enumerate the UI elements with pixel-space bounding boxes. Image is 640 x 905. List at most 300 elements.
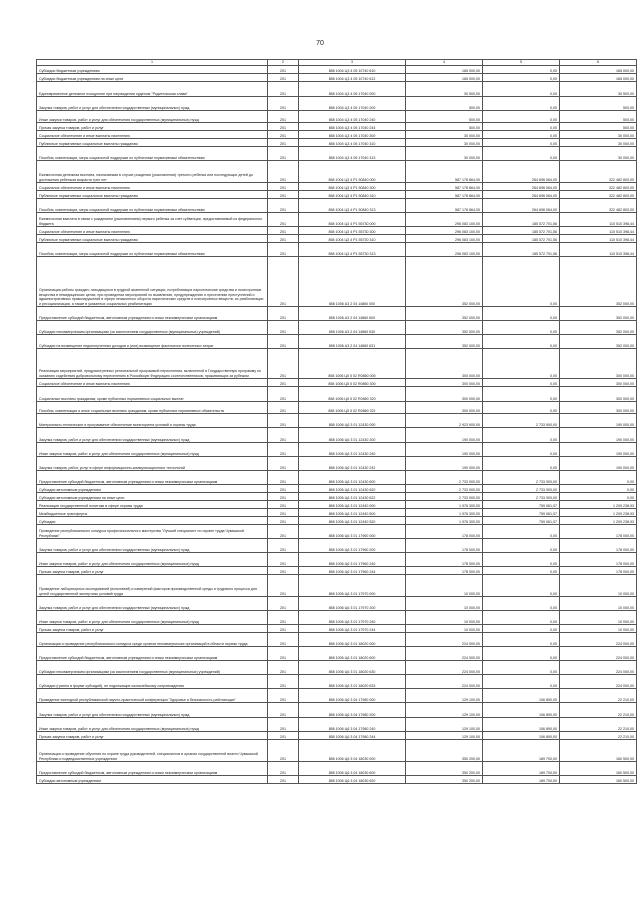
row-description: Публичные нормативные социальные выплаты гражданам (37, 139, 268, 147)
row-value-assigned: 30 000,00 (406, 131, 483, 139)
row-classification: 858 1006 Ц6 3 01 17970 000 (299, 575, 406, 597)
row-description: Иные закупки товаров, работ и услуг для обеспечения государственных (муниципальных) нужд (37, 553, 268, 567)
row-classification: 858 1006 Ц6 3 01 12430 620 (299, 485, 406, 493)
row-value-executed: 189 700,00 (483, 776, 560, 784)
row-value-assigned: 500,00 (406, 97, 483, 111)
row-value-remaining: 300 000,00 (560, 349, 637, 379)
row-code: 201 (268, 74, 299, 82)
row-classification: 858 1006 Ц6 3 04 17980 244 (299, 732, 406, 740)
table-row (37, 776, 637, 784)
row-classification: 858 1006 Ц6 3 04 17980 200 (299, 703, 406, 718)
row-value-remaining: 224 000,00 (560, 675, 637, 689)
table-row (37, 539, 637, 553)
table-row (37, 147, 637, 161)
row-value-assigned: 587 178 864,00 (406, 161, 483, 183)
row-code: 201 (268, 501, 299, 509)
row-value-assigned: 224 000,00 (406, 633, 483, 647)
row-code: 201 (268, 66, 299, 74)
row-value-assigned: 300 000,00 (406, 349, 483, 379)
table-row (37, 740, 637, 762)
row-value-executed: 0,00 (483, 443, 560, 457)
row-value-executed: 0,00 (483, 539, 560, 553)
row-description: Пособия, компенсации и иные социальные выплаты гражданам, кроме публичных нормативных обязательств (37, 402, 268, 414)
row-value-remaining: 190 000,00 (560, 428, 637, 443)
row-code: 201 (268, 199, 299, 213)
row-classification: 858 1006 А3 2 04 14860 000 (299, 257, 406, 307)
table-row (37, 123, 637, 131)
table-row (37, 611, 637, 625)
table-row (37, 335, 637, 349)
row-value-remaining: 322 482 800,00 (560, 191, 637, 199)
row-code: 201 (268, 493, 299, 501)
row-value-remaining: 22 210,00 (560, 732, 637, 740)
row-code: 201 (268, 597, 299, 611)
table-row (37, 414, 637, 428)
row-classification: 858 1006 Ц6 3 01 12440 500 (299, 509, 406, 517)
table-row (37, 553, 637, 567)
row-value-assigned: 178 000,00 (406, 539, 483, 553)
row-value-remaining: 10 000,00 (560, 611, 637, 625)
row-value-assigned: 352 000,00 (406, 307, 483, 321)
row-value-remaining: 178 000,00 (560, 567, 637, 575)
row-value-executed: 2 733 900,00 (483, 485, 560, 493)
row-value-remaining: 190 000,00 (560, 414, 637, 428)
row-code: 201 (268, 776, 299, 784)
table-row (37, 762, 637, 776)
row-value-remaining: 160 500,00 (560, 762, 637, 776)
row-classification: 858 1006 Ц6 3 04 17980 240 (299, 718, 406, 732)
table-row (37, 213, 637, 227)
row-value-executed: 106 890,00 (483, 732, 560, 740)
row-value-assigned: 500,00 (406, 123, 483, 131)
row-value-remaining: 500,00 (560, 111, 637, 123)
row-description: Межбюджетные трансферты (37, 509, 268, 517)
row-value-executed: 0,00 (483, 147, 560, 161)
row-value-remaining: 1 209 238,93 (560, 509, 637, 517)
budget-table (36, 59, 637, 784)
header-cell: 5 (483, 60, 560, 66)
row-value-executed: 106 890,00 (483, 689, 560, 703)
table-row (37, 74, 637, 82)
row-value-remaining: 322 482 800,00 (560, 183, 637, 191)
row-value-executed: 0,00 (483, 525, 560, 539)
row-code: 201 (268, 307, 299, 321)
table-row (37, 471, 637, 485)
row-description: Проведение ежегодной республиканской научно-практической конференции "Здоровье и безопасность работающих" (37, 689, 268, 703)
row-value-assigned: 129 100,00 (406, 732, 483, 740)
table-row (37, 139, 637, 147)
row-description: Предоставление субсидий бюджетным, автономным учреждениям и иным некоммерческим организациям (37, 762, 268, 776)
row-code: 201 (268, 111, 299, 123)
row-value-executed: 759 061,07 (483, 509, 560, 517)
row-code: 201 (268, 443, 299, 457)
row-classification: 858 1006 Ц6 3 01 18020 630 (299, 661, 406, 675)
row-value-remaining: 110 510 398,44 (560, 243, 637, 257)
table-row (37, 443, 637, 457)
row-description: Прочая закупка товаров, работ и услуг (37, 732, 268, 740)
row-classification: 858 1006 Ц6 3 01 17960 240 (299, 553, 406, 567)
row-value-remaining: 224 000,00 (560, 633, 637, 647)
table-row (37, 575, 637, 597)
row-value-executed: 0,00 (483, 575, 560, 597)
row-description: Пособия, компенсации, меры социальной поддержки по публичным нормативным обязательствам (37, 243, 268, 257)
row-value-assigned: 352 000,00 (406, 257, 483, 307)
row-description: Организация работы граждан, находящихся в трудной жизненной ситуации, потребляющих наркотические средства и психотропные вещества в немедицинских целях, при проведении мероприятий по выявлению, предупреждению и пресечению преступлений и административных правонарушений в сфере незаконного оборота наркотических средств и психотропных веществ, их реабилитации и ресоциализации, а также в указанных социальных реабилитации (37, 257, 268, 307)
row-classification: 858 1006 А3 2 04 14860 600 (299, 307, 406, 321)
row-value-remaining: 1 209 238,93 (560, 501, 637, 509)
row-value-remaining: 352 000,00 (560, 307, 637, 321)
row-classification: 858 1004 Ц3 4 Р1 55730 300 (299, 227, 406, 235)
header-cell: 3 (299, 60, 406, 66)
row-value-executed: 0,00 (483, 307, 560, 321)
row-value-executed: 0,00 (483, 647, 560, 661)
row-classification: 858 1006 Ц6 3 04 17980 000 (299, 689, 406, 703)
row-classification: 858 1006 Ц6 3 01 17970 200 (299, 597, 406, 611)
row-value-executed: 185 572 701,56 (483, 235, 560, 243)
table-row (37, 183, 637, 191)
row-value-remaining: 352 000,00 (560, 257, 637, 307)
row-classification: 858 1006 Ц6 3 04 18030 600 (299, 762, 406, 776)
row-value-assigned: 165 000,00 (406, 74, 483, 82)
row-value-remaining: 10 000,00 (560, 597, 637, 611)
row-code: 201 (268, 762, 299, 776)
row-value-executed: 2 733 900,00 (483, 414, 560, 428)
row-code: 201 (268, 525, 299, 539)
row-code: 201 (268, 235, 299, 243)
row-value-assigned: 350 200,00 (406, 776, 483, 784)
row-description: Организация и проведение республиканского конкурса среди органов некоммерческих организаций в области охраны труда (37, 633, 268, 647)
table-row (37, 82, 637, 97)
row-classification: 858 1006 Ц6 3 04 18030 000 (299, 740, 406, 762)
row-value-executed: 0,00 (483, 553, 560, 567)
row-classification: 858 1006 Ц6 3 01 17970 240 (299, 611, 406, 625)
row-classification: 858 1004 Ц3 4 05 17040 200 (299, 97, 406, 111)
row-description: Закупка товаров, работ и услуг для обеспечения государственных (муниципальных) нужд (37, 97, 268, 111)
row-description: Единовременное денежное поощрение при награждении орденом "Родительская слава" (37, 82, 268, 97)
row-value-executed: 0,00 (483, 567, 560, 575)
row-value-assigned: 10 000,00 (406, 575, 483, 597)
header-cell: 1 (37, 60, 268, 66)
row-code: 201 (268, 428, 299, 443)
table-row (37, 525, 637, 539)
row-classification: 858 1004 Ц3 4 05 17040 300 (299, 131, 406, 139)
row-description: Социальное обеспечение и иные выплаты населению (37, 131, 268, 139)
table-row (37, 428, 637, 443)
row-code: 201 (268, 227, 299, 235)
table-row (37, 633, 637, 647)
row-value-remaining: 0,00 (560, 493, 637, 501)
header-cell: 2 (268, 60, 299, 66)
table-row (37, 243, 637, 257)
row-description: Социальное обеспечение и иные выплаты населению (37, 227, 268, 235)
row-value-remaining: 300 000,00 (560, 402, 637, 414)
row-value-executed: 0,00 (483, 131, 560, 139)
row-value-assigned: 224 000,00 (406, 647, 483, 661)
row-value-executed: 0,00 (483, 97, 560, 111)
row-code: 201 (268, 457, 299, 471)
row-code: 201 (268, 97, 299, 111)
row-value-executed: 0,00 (483, 74, 560, 82)
row-value-remaining: 160 500,00 (560, 776, 637, 784)
row-value-executed: 759 061,07 (483, 517, 560, 525)
row-value-executed: 106 890,00 (483, 703, 560, 718)
row-classification: 858 1006 Ц6 3 01 12440 520 (299, 517, 406, 525)
row-value-assigned: 296 083 100,00 (406, 213, 483, 227)
row-value-executed: 2 733 900,00 (483, 493, 560, 501)
table-row (37, 457, 637, 471)
table-row (37, 402, 637, 414)
row-description: Проведение республиканского конкурса профессионального мастерства "Лучший специалист по охране труда Чувашской Республики" (37, 525, 268, 539)
row-classification: 858 1006 Ц6 3 01 17960 000 (299, 525, 406, 539)
row-value-remaining: 30 000,00 (560, 131, 637, 139)
table-row (37, 718, 637, 732)
row-value-assigned: 30 500,00 (406, 82, 483, 97)
table-row (37, 227, 637, 235)
row-value-remaining: 30 000,00 (560, 147, 637, 161)
row-classification: 858 1006 Ц6 3 01 17960 244 (299, 567, 406, 575)
row-classification: 858 1004 Ц3 4 05 17040 310 (299, 139, 406, 147)
row-code: 201 (268, 161, 299, 183)
row-value-remaining: 352 000,00 (560, 321, 637, 335)
row-value-executed: 264 696 064,00 (483, 191, 560, 199)
header-cell: 6 (560, 60, 637, 66)
row-code: 201 (268, 703, 299, 718)
row-value-executed: 0,00 (483, 139, 560, 147)
row-value-assigned: 2 733 900,00 (406, 471, 483, 485)
row-value-remaining: 165 000,00 (560, 66, 637, 74)
row-value-remaining: 322 482 800,00 (560, 161, 637, 183)
row-classification: 858 1006 Ц6 3 01 12430 200 (299, 428, 406, 443)
row-description: Предоставление субсидий бюджетным, автономным учреждениям и иным некоммерческим организациям (37, 471, 268, 485)
row-value-remaining: 10 000,00 (560, 625, 637, 633)
row-value-assigned: 178 000,00 (406, 525, 483, 539)
row-description: Субсидии некоммерческим организациям (за исключением государственных (муниципальных) учреждений) (37, 661, 268, 675)
row-value-executed: 189 700,00 (483, 740, 560, 762)
table-row (37, 567, 637, 575)
row-code: 201 (268, 387, 299, 402)
row-value-assigned: 500,00 (406, 111, 483, 123)
row-value-assigned: 300 000,00 (406, 379, 483, 387)
row-value-executed: 106 890,00 (483, 718, 560, 732)
row-description: Пособия, компенсации, меры социальной поддержки по публичным нормативным обязательствам (37, 147, 268, 161)
row-description: Иные закупки товаров, работ и услуг для обеспечения государственных (муниципальных) нужд (37, 111, 268, 123)
row-value-executed: 0,00 (483, 597, 560, 611)
row-classification: 858 1006 Ц6 3 01 12430 622 (299, 493, 406, 501)
table-row (37, 703, 637, 718)
row-value-assigned: 2 733 900,00 (406, 485, 483, 493)
row-value-assigned: 129 100,00 (406, 703, 483, 718)
table-row (37, 501, 637, 509)
row-value-assigned: 1 976 300,00 (406, 509, 483, 517)
table-row (37, 235, 637, 243)
table-row (37, 661, 637, 675)
row-value-executed: 0,00 (483, 633, 560, 647)
table-row (37, 625, 637, 633)
row-value-assigned: 165 000,00 (406, 66, 483, 74)
row-classification: 858 1004 Ц3 4 05 17040 313 (299, 147, 406, 161)
row-value-remaining: 110 510 398,44 (560, 235, 637, 243)
row-code: 201 (268, 553, 299, 567)
row-code: 201 (268, 321, 299, 335)
row-value-assigned: 300 000,00 (406, 402, 483, 414)
row-code: 201 (268, 661, 299, 675)
row-classification: 858 1006 Ц6 3 01 18020 600 (299, 647, 406, 661)
row-code: 201 (268, 257, 299, 307)
row-classification: 858 1006 Ц5 5 02 R0860 320 (299, 387, 406, 402)
row-value-executed: 264 696 064,00 (483, 183, 560, 191)
row-description: Прочая закупка товаров, работ и услуг (37, 567, 268, 575)
row-description: Реализация государственной политики в сфере охраны труда (37, 501, 268, 509)
row-value-executed: 264 696 064,00 (483, 199, 560, 213)
row-value-executed: 0,00 (483, 111, 560, 123)
row-value-assigned: 190 000,00 (406, 428, 483, 443)
row-value-assigned: 587 178 864,00 (406, 191, 483, 199)
table-row (37, 647, 637, 661)
row-code: 201 (268, 191, 299, 199)
row-description: Социальное обеспечение и иные выплаты населению (37, 379, 268, 387)
row-value-remaining: 224 000,00 (560, 661, 637, 675)
row-value-remaining: 30 500,00 (560, 82, 637, 97)
row-classification: 858 1004 Ц3 4 05 17040 240 (299, 111, 406, 123)
row-value-remaining: 300 000,00 (560, 379, 637, 387)
table-row (37, 387, 637, 402)
row-classification: 858 1006 Ц6 3 01 17970 244 (299, 625, 406, 633)
row-value-remaining: 352 000,00 (560, 335, 637, 349)
table-row (37, 307, 637, 321)
row-value-assigned: 30 000,00 (406, 147, 483, 161)
row-value-remaining: 224 000,00 (560, 647, 637, 661)
row-value-executed: 0,00 (483, 402, 560, 414)
row-value-assigned: 2 733 900,00 (406, 493, 483, 501)
row-value-executed: 0,00 (483, 349, 560, 379)
row-value-assigned: 10 000,00 (406, 611, 483, 625)
row-description: Ежемесячная выплата в связи с рождением (усыновлением) первого ребенка за счет субвенции, предоставляемой из федерального бюджета (37, 213, 268, 227)
row-value-remaining: 190 000,00 (560, 443, 637, 457)
row-code: 201 (268, 213, 299, 227)
row-value-assigned: 10 000,00 (406, 625, 483, 633)
row-value-remaining: 160 500,00 (560, 740, 637, 762)
row-classification: 858 1004 Ц3 4 Р1 50840 310 (299, 191, 406, 199)
row-value-assigned: 350 200,00 (406, 740, 483, 762)
row-value-executed: 0,00 (483, 123, 560, 131)
row-value-assigned: 129 100,00 (406, 718, 483, 732)
row-classification: 858 1004 Ц3 4 05 10740 612 (299, 74, 406, 82)
row-description: Материально-техническое и программное обеспечение мониторинга условий и охраны труда (37, 414, 268, 428)
row-value-remaining: 1 209 238,93 (560, 517, 637, 525)
row-code: 201 (268, 567, 299, 575)
row-value-remaining: 22 210,00 (560, 703, 637, 718)
row-description: Публичные нормативные социальные выплаты гражданам (37, 191, 268, 199)
row-code: 201 (268, 379, 299, 387)
row-description: Субсидии автономным учреждениям на иные цели (37, 493, 268, 501)
row-value-remaining: 22 210,00 (560, 689, 637, 703)
row-description: Организация и проведение обучения по охране труда руководителей, специалистов в органах государственной власти Чувашской Республики и подведомственных учреждениях (37, 740, 268, 762)
table-row (37, 97, 637, 111)
row-code: 201 (268, 414, 299, 428)
row-value-assigned: 587 178 864,00 (406, 183, 483, 191)
row-value-remaining: 178 000,00 (560, 525, 637, 539)
row-value-assigned: 224 000,00 (406, 675, 483, 689)
row-classification: 858 1006 Ц5 5 02 R0860 300 (299, 379, 406, 387)
row-value-assigned: 190 000,00 (406, 457, 483, 471)
row-code: 201 (268, 82, 299, 97)
row-value-assigned: 178 000,00 (406, 553, 483, 567)
row-code: 201 (268, 539, 299, 553)
row-classification: 858 1006 Ц6 3 01 12430 240 (299, 443, 406, 457)
table-row (37, 732, 637, 740)
table-row (37, 675, 637, 689)
row-value-remaining: 10 000,00 (560, 575, 637, 597)
row-value-executed: 0,00 (483, 675, 560, 689)
row-value-remaining: 500,00 (560, 123, 637, 131)
row-value-executed: 264 696 064,00 (483, 161, 560, 183)
row-classification: 858 1004 Ц3 4 Р1 55730 000 (299, 213, 406, 227)
row-value-executed: 0,00 (483, 379, 560, 387)
row-classification: 858 1004 Ц3 4 Р1 50840 313 (299, 199, 406, 213)
row-value-assigned: 587 178 864,00 (406, 199, 483, 213)
row-code: 201 (268, 633, 299, 647)
row-value-executed: 2 733 900,00 (483, 471, 560, 485)
row-classification: 858 1006 Ц6 3 01 17960 200 (299, 539, 406, 553)
row-classification: 858 1006 Ц6 3 01 18020 000 (299, 633, 406, 647)
row-value-assigned: 1 976 300,00 (406, 501, 483, 509)
row-description: Субсидии на возмещение недополученных доходов и (или) возмещение фактически понесенных затрат (37, 335, 268, 349)
row-value-assigned: 178 000,00 (406, 567, 483, 575)
row-value-assigned: 30 000,00 (406, 139, 483, 147)
row-value-assigned: 296 083 100,00 (406, 227, 483, 235)
row-description: Прочая закупка товаров, работ и услуг (37, 625, 268, 633)
row-value-assigned: 352 000,00 (406, 321, 483, 335)
row-code: 201 (268, 517, 299, 525)
row-value-assigned: 129 100,00 (406, 689, 483, 703)
row-classification: 858 1006 Ц6 3 01 12430 242 (299, 457, 406, 471)
row-description: Закупка товаров, работ и услуг для обеспечения государственных (муниципальных) нужд (37, 703, 268, 718)
row-code: 201 (268, 402, 299, 414)
row-value-remaining: 0,00 (560, 471, 637, 485)
row-description: Субсидии (гранты в форме субсидий), не подлежащие казначейскому сопровождению (37, 675, 268, 689)
row-description: Закупка товаров, работ, услуг в сфере информационно-коммуникационных технологий (37, 457, 268, 471)
row-description: Закупка товаров, работ и услуг для обеспечения государственных (муниципальных) нужд (37, 428, 268, 443)
row-code: 201 (268, 243, 299, 257)
row-value-executed: 0,00 (483, 661, 560, 675)
row-code: 201 (268, 147, 299, 161)
table-row (37, 509, 637, 517)
row-classification: 858 1004 Ц3 4 Р1 50840 000 (299, 161, 406, 183)
row-description: Субсидии некоммерческим организациям (за исключением государственных (муниципальных) учреждений) (37, 321, 268, 335)
table-row (37, 321, 637, 335)
row-value-assigned: 296 083 100,00 (406, 243, 483, 257)
row-value-assigned: 300 000,00 (406, 387, 483, 402)
row-code: 201 (268, 509, 299, 517)
row-value-assigned: 190 000,00 (406, 443, 483, 457)
table-row (37, 349, 637, 379)
row-classification: 858 1006 Ц6 3 01 12440 000 (299, 501, 406, 509)
table-row (37, 111, 637, 123)
row-classification: 858 1004 Ц3 4 05 17040 000 (299, 82, 406, 97)
row-description: Иные закупки товаров, работ и услуг для обеспечения государственных (муниципальных) нужд (37, 611, 268, 625)
row-code: 201 (268, 183, 299, 191)
header-cell: 4 (406, 60, 483, 66)
row-code: 201 (268, 625, 299, 633)
row-code: 201 (268, 131, 299, 139)
table-row (37, 161, 637, 183)
row-value-executed: 0,00 (483, 611, 560, 625)
row-description: Проведение лабораторных исследований (испытаний) и измерений факторов производственной среды и трудового процесса для целей государственной экспертизы условий труда (37, 575, 268, 597)
row-description: Закупка товаров, работ и услуг для обеспечения государственных (муниципальных) нужд (37, 597, 268, 611)
row-value-executed: 0,00 (483, 457, 560, 471)
row-code: 201 (268, 139, 299, 147)
row-value-remaining: 500,00 (560, 97, 637, 111)
